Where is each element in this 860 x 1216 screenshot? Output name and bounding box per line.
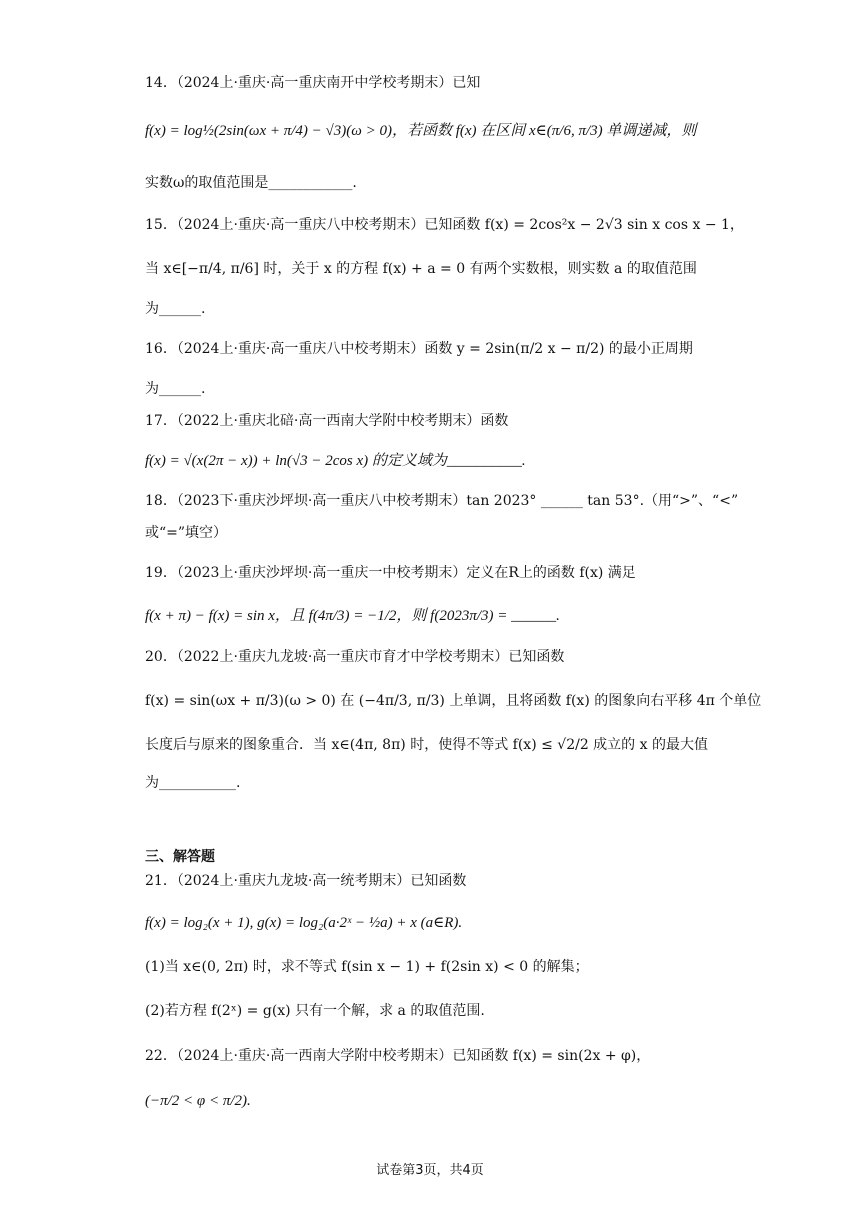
q21-part2: (2)若方程 f(2ˣ) = g(x) 只有一个解，求 a 的取值范围. bbox=[145, 1003, 485, 1019]
q17-header: 17．（2022上·重庆北碚·高一西南大学附中校考期末）函数 bbox=[145, 413, 509, 429]
q14-formula: f(x) = log½(2sin(ωx + π/4) − √3)(ω > 0)，若函数 f(x) 在区间 x∈(π/6, π/3) 单调递减，则 bbox=[145, 123, 697, 139]
page-footer: 试卷第3页，共4页 bbox=[376, 1163, 484, 1178]
q20-header: 20．（2022上·重庆九龙坡·高一重庆市育才中学校考期末）已知函数 bbox=[145, 649, 565, 665]
q15-header: 15．（2024上·重庆·高一重庆八中校考期末）已知函数 f(x) = 2cos²x − 2√3 sin x cos x − 1， bbox=[145, 217, 744, 233]
q21-part1: (1)当 x∈(0, 2π) 时，求不等式 f(sin x − 1) + f(2sin x) < 0 的解集； bbox=[145, 959, 589, 975]
q22-condition: (−π/2 < φ < π/2). bbox=[145, 1093, 251, 1109]
q21-formula: f(x) = log₂(x + 1), g(x) = log₂(a·2ˣ − ½a) + x (a∈R). bbox=[145, 915, 463, 931]
section-title-solutions: 三、解答题 bbox=[145, 849, 215, 865]
q20-answer-line: 为___________. bbox=[145, 775, 241, 791]
q20-condition: 长度后与原来的图象重合．当 x∈(4π, 8π) 时，使得不等式 f(x) ≤ √2/2 成立的 x 的最大值 bbox=[145, 737, 708, 753]
q14-header: 14．（2024上·重庆·高一重庆南开中学校考期末）已知 bbox=[145, 75, 481, 91]
q15-answer-line: 为______. bbox=[145, 301, 206, 317]
q22-header: 22．（2024上·重庆·高一西南大学附中校考期末）已知函数 f(x) = sin(2x + φ)， bbox=[145, 1048, 651, 1064]
q17-formula: f(x) = √(x(2π − x)) + ln(√3 − 2cos x) 的定义域为__________. bbox=[145, 453, 526, 469]
q14-answer-line: 实数ω的取值范围是____________. bbox=[145, 175, 357, 191]
q18-note: 或“=”填空） bbox=[145, 525, 228, 541]
q18-header: 18．（2023下·重庆沙坪坝·高一重庆八中校考期末）tan 2023° ______ tan 53°.（用“>”、“<” bbox=[145, 493, 739, 509]
q19-header: 19．（2023上·重庆沙坪坝·高一重庆一中校考期末）定义在R上的函数 f(x) 满足 bbox=[145, 565, 636, 581]
q21-header: 21．（2024上·重庆九龙坡·高一统考期末）已知函数 bbox=[145, 873, 467, 889]
q16-header: 16．（2024上·重庆·高一重庆八中校考期末）函数 y = 2sin(π/2 x − π/2) 的最小正周期 bbox=[145, 341, 693, 357]
q19-formula: f(x + π) − f(x) = sin x，且 f(4π/3) = −1/2，则 f(2023π/3) = ______. bbox=[145, 608, 560, 624]
q20-formula: f(x) = sin(ωx + π/3)(ω > 0) 在 (−4π/3, π/3) 上单调，且将函数 f(x) 的图象向右平移 4π 个单位 bbox=[145, 693, 762, 709]
q15-condition: 当 x∈[−π/4, π/6] 时，关于 x 的方程 f(x) + a = 0 有两个实数根，则实数 a 的取值范围 bbox=[145, 261, 697, 277]
q16-answer-line: 为______. bbox=[145, 381, 206, 397]
